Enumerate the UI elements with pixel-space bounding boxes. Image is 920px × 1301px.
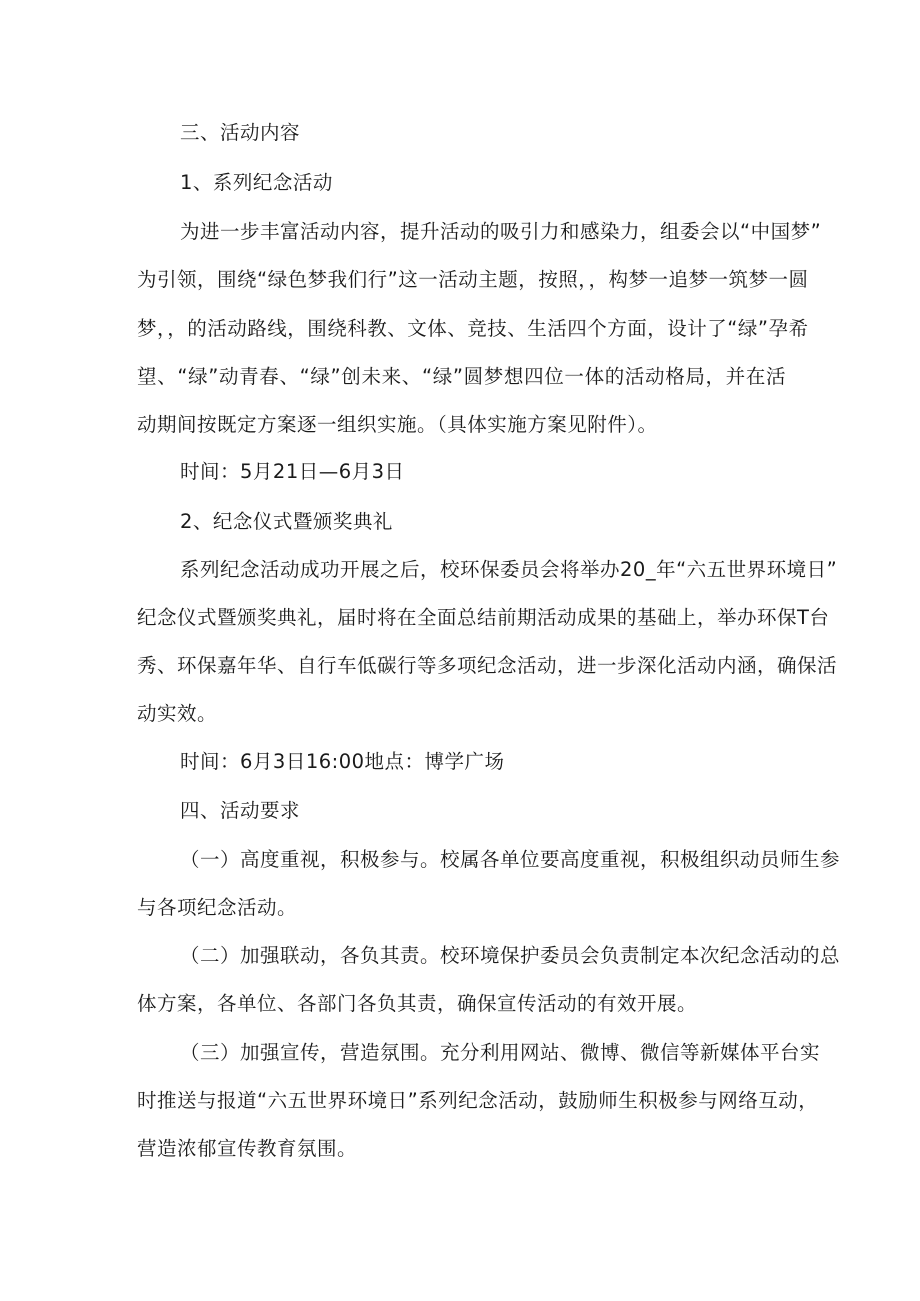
paragraph-line: 为引领，围绕“绿色梦我们行”这一活动主题，按照，，构梦一追梦一筑梦一圆 [137, 268, 809, 291]
paragraph-line: 系列纪念活动成功开展之后，校环保委员会将举办20_年“六五世界环境日” [180, 558, 838, 581]
requirement-line: 营造浓郁宣传教育氛围。 [137, 1137, 358, 1160]
paragraph-line: 梦，，的活动路线，围绕科教、文体、竞技、生活四个方面，设计了“绿”孕希 [137, 317, 809, 340]
time-location-line: 时间：6月3日16:00地点：博学广场 [180, 750, 505, 773]
section-heading-activity-content: 三、活动内容 [180, 121, 301, 144]
paragraph-line: 为进一步丰富活动内容，提升活动的吸引力和感染力，组委会以“中国梦” [180, 220, 822, 243]
subheading-series-activities: 1、系列纪念活动 [180, 171, 333, 194]
paragraph-line: 秀、环保嘉年华、自行车低碳行等多项纪念活动，进一步深化活动内涵，确保活 [137, 654, 838, 677]
requirement-line: 体方案，各单位、各部门各负其责，确保宣传活动的有效开展。 [137, 992, 698, 1015]
paragraph-line: 动实效。 [137, 702, 218, 725]
requirement-line: 与各项纪念活动。 [137, 896, 298, 919]
requirement-line: （一）高度重视，积极参与。校属各单位要高度重视，积极组织动员师生参 [180, 848, 841, 871]
paragraph-line: 望、“绿”动青春、“绿”创未来、“绿”圆梦想四位一体的活动格局，并在活 [137, 365, 786, 388]
requirement-line: 时推送与报道“六五世界环境日”系列纪念活动，鼓励师生积极参与网络互动， [137, 1089, 819, 1112]
subheading-ceremony: 2、纪念仪式暨颁奖典礼 [180, 510, 393, 533]
paragraph-line: 纪念仪式暨颁奖典礼，届时将在全面总结前期活动成果的基础上，举办环保T台 [137, 606, 830, 629]
paragraph-line: 动期间按既定方案逐一组织实施。（具体实施方案见附件）。 [137, 413, 658, 436]
requirement-line: （二）加强联动，各负其责。校环境保护委员会负责制定本次纪念活动的总 [180, 944, 841, 967]
requirement-line: （三）加强宣传，营造氛围。充分利用网站、微博、微信等新媒体平台实 [180, 1041, 821, 1064]
time-line-1: 时间：5月21日—6月3日 [180, 460, 405, 483]
section-heading-activity-requirements: 四、活动要求 [180, 799, 301, 822]
